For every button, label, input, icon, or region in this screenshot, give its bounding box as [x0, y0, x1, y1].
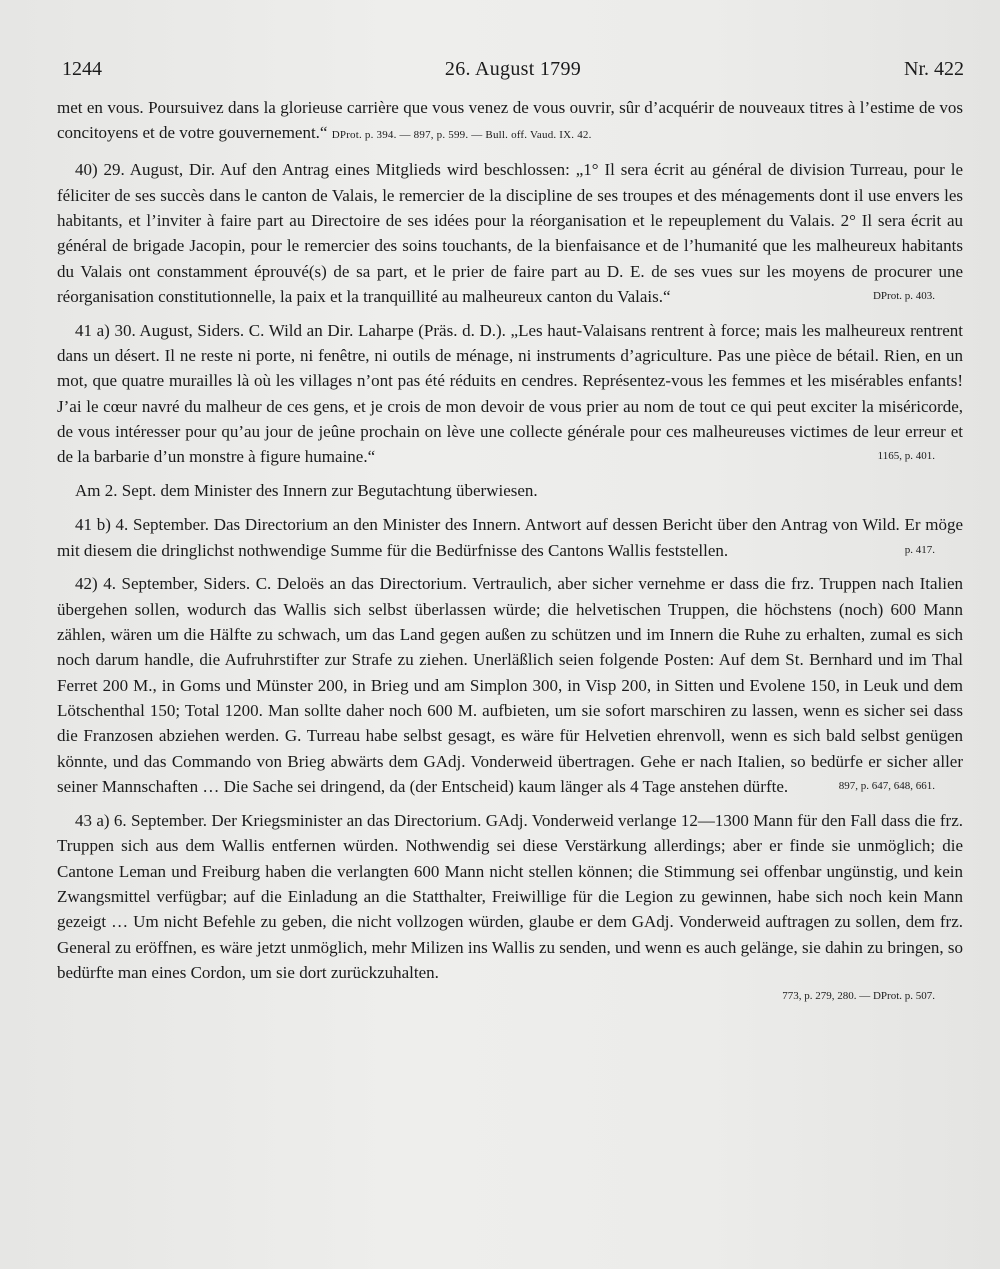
entry-paragraph: [57, 571, 963, 799]
source-reference: 1165, p. 401.: [877, 450, 935, 463]
entry-paragraph: [57, 478, 963, 503]
body-text: [57, 95, 963, 1007]
header-date: 26. August 1799: [444, 58, 582, 80]
entry-paragraph: [57, 808, 963, 1007]
page-number: 1244: [62, 58, 102, 80]
source-reference: DProt. p. 403.: [872, 289, 935, 302]
source-reference: DProt. p. 394. — 897, p. 599. — Bull. off. Vaud. IX. 42.: [331, 129, 592, 142]
entry-text: 40) 29. August, Dir. Auf den Antrag eines Mitglieds wird beschlossen: „1° Il sera écrit au général de division Turreau, pour le féliciter de ses succès dans le canton de Valais, le remercier de la discipline de ses troupes et des ménagements dont il use envers les habitants, et l’inviter à faire part au Directoire de ses idées pour la réorganisation et le repeuplement du Valais. 2° Il sera écrit au général de brigade Jacopin, pour le remercier des soins touchants, de la bienfaisance et de l’humanité que les malheureux habitants du Valais ont constamment éprouvé(s) de sa part, et le prier de faire part au D. E. de ses vues sur les moyens de procurer une réorganisation constitutionnelle, la paix et la tranquillité au malheureux canton du Valais.“: [57, 160, 963, 306]
source-reference: p. 417.: [904, 543, 935, 556]
source-reference: 773, p. 279, 280. — DProt. p. 507.: [782, 990, 935, 1003]
running-header: [62, 58, 964, 88]
entry-text: 43 a) 6. September. Der Kriegsminister an das Directorium. GAdj. Vonderweid verlange 12—1300 Mann für den Fall dass die frz. Truppen sich aus dem Wallis entfernen würden. Nothwendig sei diese Verstärkung allerdings; aber er finde sie unmöglich; die Cantone Leman und Freiburg haben die verlangten 600 Mann nicht stellen können; die Stimmung sei offenbar ungünstig, und kein Zwangsmittel verfügbar; auf die Einladung an die Statthalter, Freiwillige für die Legion zu gewinnen, habe sich noch kein Mann gezeigt … Um nicht Befehle zu geben, die nicht vollzogen würden, glaube er dem GAdj. Vonderweid auftragen zu sollen, dem frz. General zu eröffnen, es wäre jetzt unmöglich, mehr Milizen ins Wallis zu senden, und wenn es auch gelänge, sie dahin zu bringen, so bedürfte man eines Cordon, um sie dort zurückzuhalten.: [57, 810, 963, 982]
entry-text: 42) 4. September, Siders. C. Deloës an das Directorium. Vertraulich, aber sicher vernehme er dass die frz. Truppen nach Italien übergehen sollen, wodurch das Wallis sich selbst überlassen würde; die helvetischen Truppen, die höchstens (noch) 600 Mann zählen, wären um die Hälfte zu schwach, um das Land gegen außen zu schützen und im Innern die Ruhe zu erhalten, zumal es sich noch darum handle, die Aufruhrstifter zur Strafe zu ziehen. Unerläßlich seien folgende Posten: Auf dem St. Bernhard und im Thal Ferret 200 M., in Goms und Münster 200, in Brieg und am Simplon 300, in Visp 200, in Sitten und Evolene 150, in Leuk und dem Lötschenthal 150; Total 1200. Man sollte daher noch 600 M. aufbieten, um sie sofort marschiren zu lassen, wenn es sicher sei dass die Franzosen abziehen werden. G. Turreau habe selbst gesagt, es wäre für Helvetien ehrenvoll, wenn es sich bald selbst genügen könnte, und das Commando von Brieg abwärts dem GAdj. Vonderweid übertragen. Gehe er nach Italien, so bedürfe er sicher aller seiner Mannschaften … Die Sache sei dringend, da (der Entscheid) kaum länger als 4 Tage anstehen dürfte.: [57, 574, 963, 797]
document-number: Nr. 422: [904, 58, 964, 80]
source-reference: 897, p. 647, 648, 661.: [838, 780, 935, 793]
entry-paragraph: [57, 95, 963, 149]
entry-text: met en vous. Poursuivez dans la glorieuse carrière que vous venez de vous ouvrir, sûr d’acquérir de nouveaux titres à l’estime de vos concitoyens et de votre gouvernement.“: [57, 98, 963, 143]
entry-text: 41 b) 4. September. Das Directorium an den Minister des Innern. Antwort auf dessen Bericht über den Antrag von Wild. Er möge mit diesem die dringlichst nothwendige Summe für die Bedürfnisse des Cantons Wallis feststellen.: [57, 515, 963, 560]
entry-paragraph: [57, 157, 963, 309]
entry-paragraph: [57, 512, 963, 563]
entry-paragraph: [57, 318, 963, 470]
entry-text: Am 2. Sept. dem Minister des Innern zur Begutachtung überwiesen.: [75, 481, 538, 501]
entry-text: 41 a) 30. August, Siders. C. Wild an Dir. Laharpe (Präs. d. D.). „Les haut-Valaisans rentrent à force; mais les malheureux rentrent dans un désert. Il ne reste ni porte, ni fenêtre, ni outils de ménage, ni instruments d’agriculture. Pas une pièce de bétail. Rien, en un mot, que quatre murailles là où les villages n’ont pas été réduits en cendres. Représentez-vous les femmes et les misérables enfants! J’ai le cœur navré du malheur de ces gens, et je crois de mon devoir de vous prier au nom de tout ce qui peut exciter la miséricorde, de vous intéresser pour qu’au jour de jeûne prochain on lève une collecte générale pour ces malheureuses victimes de leur erreur et de la barbarie d’un monstre à figure humaine.“: [57, 320, 963, 467]
